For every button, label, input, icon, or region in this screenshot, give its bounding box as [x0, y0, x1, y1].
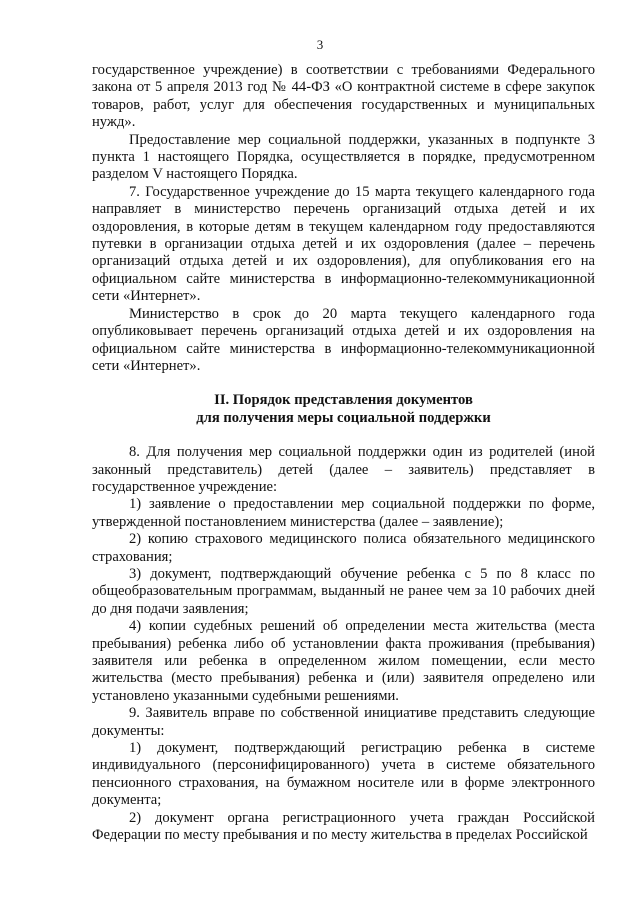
paragraph-support-measures: Предоставление мер социальной поддержки, указанных в подпункте 3 пункта 1 настоящего Порядка, осуществляется в порядке, предусмотренном разделом V настоящего Порядка. [92, 131, 595, 183]
section-heading [92, 392, 595, 427]
paragraph-item-9: 9. Заявитель вправе по собственной инициативе представить следующие документы: [92, 705, 595, 739]
list-item-9-2: 2) документ органа регистрационного учета граждан Российской Федерации по месту пребывания и по месту жительства в пределах Российской [92, 809, 595, 844]
list-item-9-1: 1) документ, подтверждающий регистрацию ребенка в системе индивидуального (персонифицированного) учета в системе обязательного пенсионного страхования, на бумажном носителе или в форме электронного документа; [92, 740, 595, 809]
section-heading-line-1: II. Порядок представления документов [214, 392, 473, 409]
list-item-8-2: 2) копию страхового медицинского полиса обязательного медицинского страхования; [92, 531, 595, 565]
paragraph-continuation: государственное учреждение) в соответствии с требованиями Федерального закона от 5 апреля 2013 год № 44-ФЗ «О контрактной системе в сфере закупок товаров, работ, услуг для обеспечения государственных и муниципальных нужд». [92, 62, 595, 131]
paragraph-item-8: 8. Для получения мер социальной поддержки один из родителей (иной законный представитель) детей (далее – заявитель) представляет в государственное учреждение: [92, 444, 595, 495]
paragraph-item-7: 7. Государственное учреждение до 15 марта текущего календарного года направляет в министерство перечень организаций отдыха детей и их оздоровления, в которые детям в текущем календарном году предоставляются путевки в организации отдыха детей и их оздоровления (далее – перечень организаций отдыха детей и их оздоровления), для опубликования его на официальном сайте министерства в информационно-телекоммуникационной сети «Интернет». [92, 183, 595, 305]
section-spacer [92, 375, 595, 392]
paragraph-ministry-publication: Министерство в срок до 20 марта текущего календарного года опубликовывает перечень организаций отдыха детей и их оздоровления на официальном сайте министерства в информационно-телекоммуникационной сети «Интернет». [92, 305, 595, 374]
list-item-8-4: 4) копии судебных решений об определении места жительства (места пребывания) ребенка либо об установлении факта проживания (пребывания) заявителя или ребенка в определенном жилом помещении, если место жительства (место пребывания) ребенка и (или) заявителя определено или установлено указанными судебными решениями. [92, 618, 595, 704]
page-number: 3 [316, 37, 324, 52]
list-item-8-3: 3) документ, подтверждающий обучение ребенка с 5 по 8 класс по общеобразовательным программам, выданный не ранее чем за 10 рабочих дней до дня подачи заявления; [92, 565, 595, 617]
section-spacer [92, 427, 595, 444]
section-heading-line-2: для получения меры социальной поддержки [196, 409, 491, 426]
document-body [92, 62, 595, 844]
list-item-8-1: 1) заявление о предоставлении мер социальной поддержки по форме, утвержденной постановлением министерства (далее – заявление); [92, 496, 595, 530]
